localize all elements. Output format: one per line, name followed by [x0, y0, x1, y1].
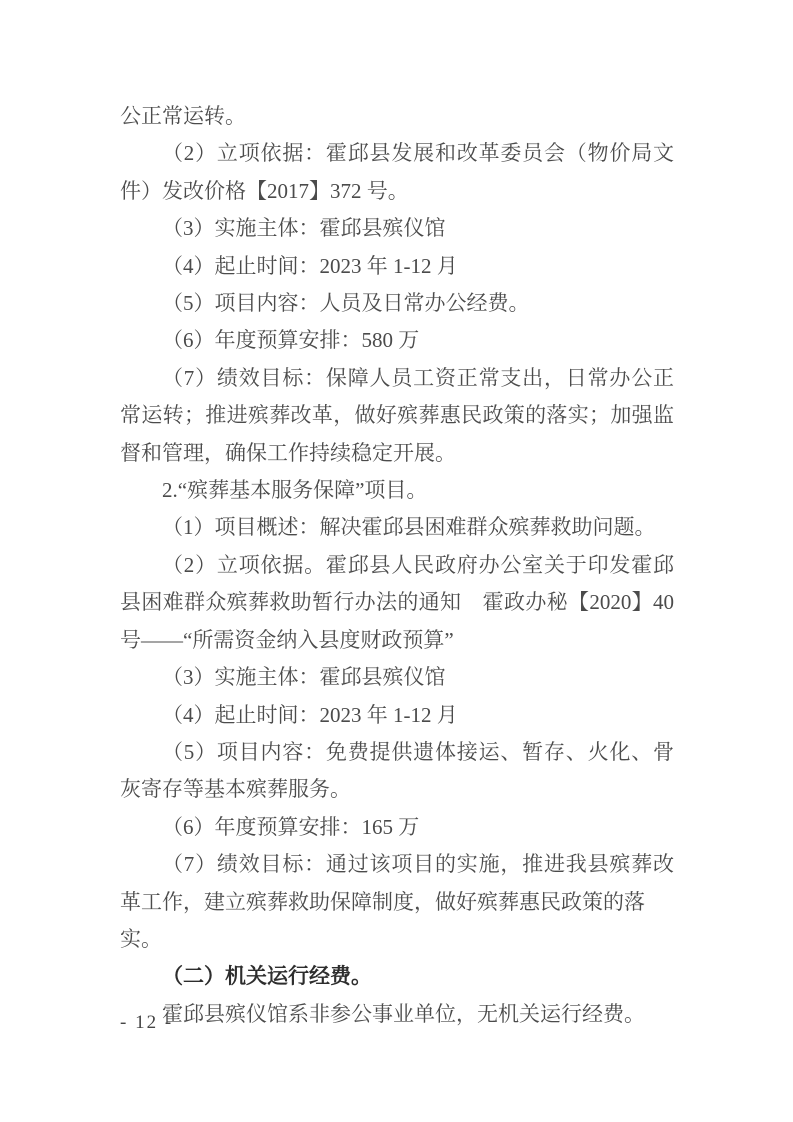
text-line: 件）发改价格【2017】372 号。	[120, 178, 409, 203]
text-line: 2.“殡葬基本服务保障”项目。	[162, 478, 428, 503]
text-line: 革工作，建立殡葬救助保障制度，做好殡葬惠民政策的落实。	[120, 889, 645, 951]
text-line: 灰寄存等基本殡葬服务。	[120, 777, 351, 802]
text-line: 督和管理，确保工作持续稳定开展。	[120, 440, 456, 465]
text-line: （4）起止时间：2023 年 1-12 月	[162, 702, 458, 727]
text-line: 常运转；推进殡葬改革，做好殡葬惠民政策的落实；加强监	[120, 403, 674, 428]
text-line: （3）实施主体：霍邱县殡仪馆	[162, 665, 446, 690]
text-line: （5）项目内容：免费提供遗体接运、暂存、火化、骨	[162, 739, 674, 764]
text-line: （6）年度预算安排：580 万	[162, 328, 420, 353]
text-line: 县困难群众殡葬救助暂行办法的通知 霍政办秘【2020】40	[120, 590, 674, 615]
text-line: （7）绩效目标：保障人员工资正常支出，日常办公正	[162, 365, 674, 390]
document-body	[120, 98, 674, 1033]
text-line: （4）起止时间：2023 年 1-12 月	[162, 253, 458, 278]
text-line: （5）项目内容：人员及日常办公经费。	[162, 291, 530, 316]
text-line: （2）立项依据：霍邱县发展和改革委员会（物价局文	[162, 141, 674, 166]
text-line: （6）年度预算安排：165 万	[162, 814, 420, 839]
section-heading: （二）机关运行经费。	[162, 964, 372, 989]
text-line: 公正常运转。	[120, 104, 246, 128]
text-line: （2）立项依据。霍邱县人民政府办公室关于印发霍邱	[162, 552, 674, 577]
page-number: - 12 -	[120, 1012, 174, 1033]
text-line: （3）实施主体：霍邱县殡仪馆	[162, 216, 446, 241]
text-line: （1）项目概述：解决霍邱县困难群众殡葬救助问题。	[162, 515, 656, 540]
text-line: 号——“所需资金纳入县度财政预算”	[120, 627, 454, 652]
page-footer	[120, 1012, 173, 1034]
text-line: 霍邱县殡仪馆系非参公事业单位，无机关运行经费。	[162, 1001, 645, 1026]
text-line: （7）绩效目标：通过该项目的实施，推进我县殡葬改	[162, 852, 674, 877]
